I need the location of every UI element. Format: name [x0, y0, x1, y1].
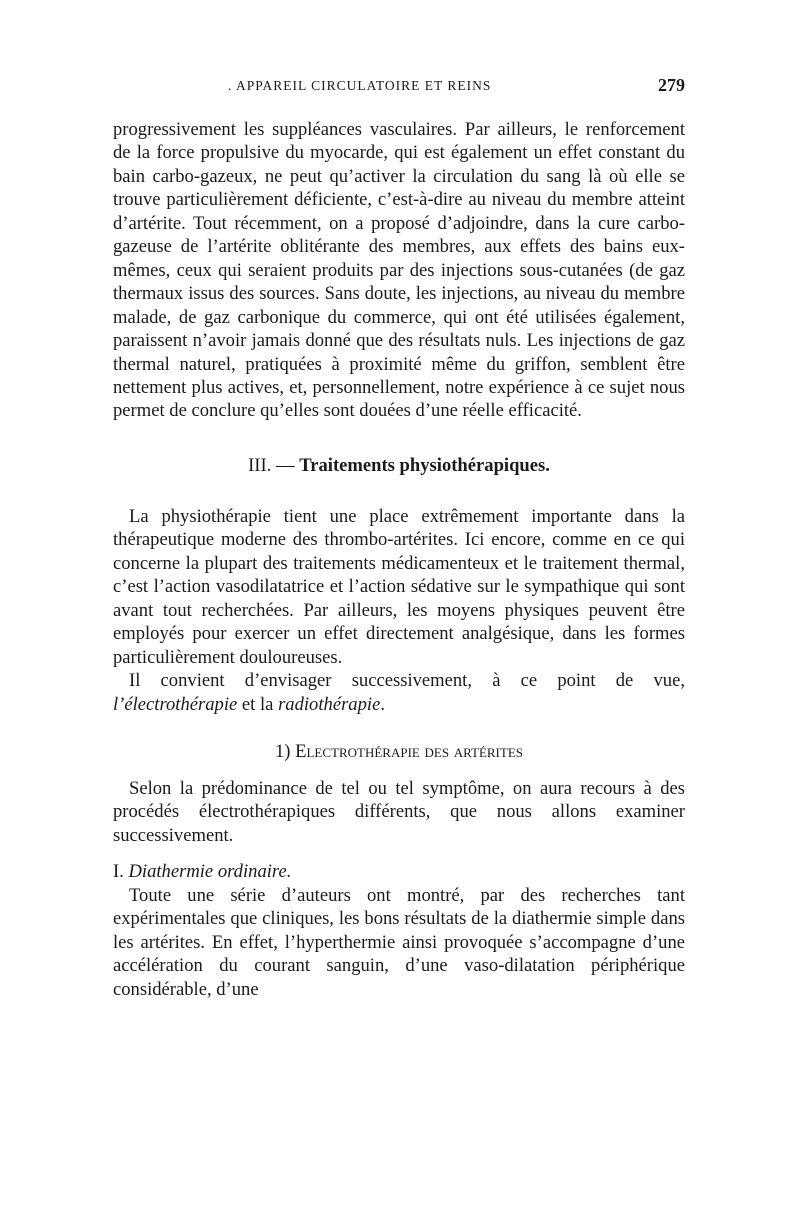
subsection-title: Electrothérapie des artérites [295, 740, 523, 762]
p3-text-start: Il convient d’envisager successivement, à ce point de vue, [129, 670, 685, 692]
paragraph-bains-carbo-gazeux: progressivement les suppléances vasculaires. Par ailleurs, le renforcement de la force propulsive du myocarde, qui est également un effet constant du bain carbo-gazeux, ne peut qu’activer la circulation du sang là où elle se trouve particulièrement déficiente, c’est-à-dire au niveau du membre atteint d’artérite. Tout récemment, on a proposé d’adjoindre, dans la cure carbo-gazeuse de l’artérite oblitérante des membres, aux effets des bains eux-mêmes, ceux qui seraient produits par des injections sous-cutanées (de gaz thermaux issus des sources. Sans doute, les injections, au niveau du membre malade, de gaz carbonique du commerce, qui ont été utilisées également, paraissent n’avoir jamais donné que des résultats nuls. Les injections de gaz thermal naturel, pratiquées à proximité même du griffon, semblent être nettement plus actives, et, personnellement, notre expérience à ce sujet nous permet de conclure qu’elles sont douées d’une réelle efficacité. [113, 119, 685, 422]
page-number: 279 [658, 75, 685, 95]
paragraph-predominance: Selon la prédominance de tel ou tel symptôme, on aura recours à des procédés électrothérapiques différents, que nous allons examiner successivement. [113, 777, 685, 846]
subsubsection-number: I. [113, 861, 129, 883]
p3-text-mid: et la [237, 693, 279, 715]
paragraph-physiotherapie: La physiothérapie tient une place extrêmement importante dans la thérapeutique moderne des thrombo-artérites. Ici encore, comme en ce qui concerne la plupart des traitements médicamenteux et le traitement thermal, c’est l’action vasodilatatrice et l’action sédative sur le sympathique qui sont avant tout recherchées. Par ailleurs, les moyens physiques peuvent être employés pour exercer un effet directement analgésique, dans les formes particulièrement douloureuses. [113, 505, 685, 668]
subsubsection-heading [113, 860, 685, 883]
subsection-number: 1) [274, 740, 296, 762]
subsection-heading [113, 741, 685, 763]
section-title: Traitements physiothérapiques. [299, 454, 550, 476]
paragraph-envisager [113, 669, 685, 716]
book-page [113, 75, 685, 1001]
section-heading [113, 455, 685, 477]
p3-text-end: . [380, 693, 385, 715]
paragraph-diathermie: Toute une série d’auteurs ont montré, par des recherches tant expérimentales que cliniques, les bons résultats de la diathermie simple dans les artérites. En effet, l’hyperthermie ainsi provoquée s’accompagne d’une accélération du courant sanguin, d’une vaso-dilatation périphérique considérable, d’une [113, 884, 685, 1000]
subsubsection-title: Diathermie ordinaire. [128, 861, 292, 883]
p3-electrotherapie: l’électrothérapie [113, 693, 238, 715]
running-header [113, 75, 685, 104]
section-numeral: III. — [248, 454, 300, 476]
running-title: . APPAREIL CIRCULATOIRE ET REINS [228, 78, 492, 93]
p3-radiotherapie: radiothérapie [278, 693, 381, 715]
